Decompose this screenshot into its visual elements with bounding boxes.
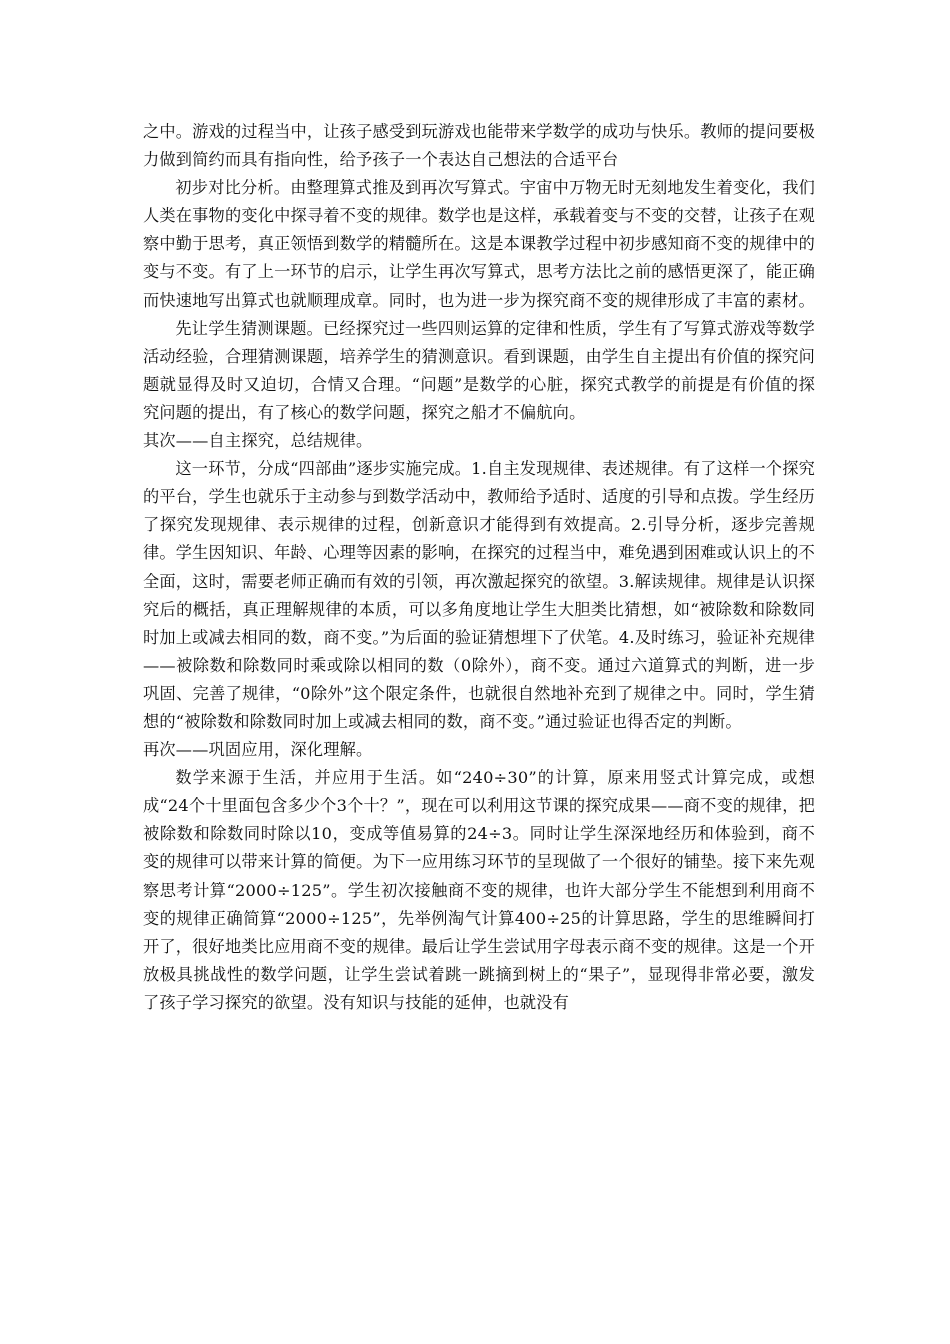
paragraph-initial-analysis: 初步对比分析。由整理算式推及到再次写算式。宇宙中万物无时无刻地发生着变化，我们人类在事物的变化中探寻着不变的规律。数学也是这样，承载着变与不变的交替，让孩子在观察中勤于思考，真正领悟到数学的精髓所在。这是本课教学过程中初步感知商不变的规律中的变与不变。有了上一环节的启示，让学生再次写算式，思考方法比之前的感悟更深了，能正确而快速地写出算式也就顺理成章。同时，也为进一步为探究商不变的规律形成了丰富的素材。 (143, 178, 815, 310)
document-body (143, 118, 815, 1017)
section-heading-explore: 其次——自主探究，总结规律。 (143, 431, 373, 451)
paragraph-four-steps: 这一环节，分成“四部曲”逐步实施完成。1.自主发现规律、表述规律。有了这样一个探究的平台，学生也就乐于主动参与到数学活动中，教师给予适时、适度的引导和点拨。学生经历了探究发现规律、表示规律的过程，创新意识才能得到有效提高。2.引导分析，逐步完善规律。学生因知识、年龄、心理等因素的影响，在探究的过程当中，难免遇到困难或认识上的不全面，这时，需要老师正确而有效的引领，再次激起探究的欲望。3.解读规律。规律是认识探究后的概括，真正理解规律的本质，可以多角度地让学生大胆类比猜想，如“被除数和除数同时加上或减去相同的数，商不变。”为后面的验证猜想埋下了伏笔。4.及时练习，验证补充规律——被除数和除数同时乘或除以相同的数（0除外），商不变。通过六道算式的判断，进一步巩固、完善了规律，“0除外”这个限定条件，也就很自然地补充到了规律之中。同时，学生猜想的“被除数和除数同时加上或减去相同的数，商不变。”通过验证也得否定的判断。 (143, 459, 815, 731)
paragraph-continuation: 之中。游戏的过程当中，让孩子感受到玩游戏也能带来学数学的成功与快乐。教师的提问要极力做到简约而具有指向性，给予孩子一个表达自己想法的合适平台 (143, 122, 815, 170)
paragraph-guess-topic: 先让学生猜测课题。已经探究过一些四则运算的定律和性质，学生有了写算式游戏等数学活动经验，合理猜测课题，培养学生的猜测意识。看到课题，由学生自主提出有价值的探究问题就显得及时又迫切，合情又合理。“问题”是数学的心脏，探究式教学的前提是有价值的探究问题的提出，有了核心的数学问题，探究之船才不偏航向。 (143, 318, 815, 422)
paragraph-application: 数学来源于生活，并应用于生活。如“240÷30”的计算，原来用竖式计算完成，或想成“24个十里面包含多少个3个十？”，现在可以利用这节课的探究成果——商不变的规律，把被除数和除数同时除以10，变成等值易算的24÷3。同时让学生深深地经历和体验到，商不变的规律可以带来计算的简便。为下一应用练习环节的呈现做了一个很好的铺垫。接下来先观察思考计算“2000÷125”。学生初次接触商不变的规律，也许大部分学生不能想到利用商不变的规律正确简算“2000÷125”，先举例淘气计算400÷25的计算思路，学生的思维瞬间打开了，很好地类比应用商不变的规律。最后让学生尝试用字母表示商不变的规律。这是一个开放极具挑战性的数学问题，让学生尝试着跳一跳摘到树上的“果子”，显现得非常必要，激发了孩子学习探究的欲望。没有知识与技能的延伸，也就没有 (143, 768, 815, 1012)
section-heading-apply: 再次——巩固应用，深化理解。 (143, 740, 373, 760)
